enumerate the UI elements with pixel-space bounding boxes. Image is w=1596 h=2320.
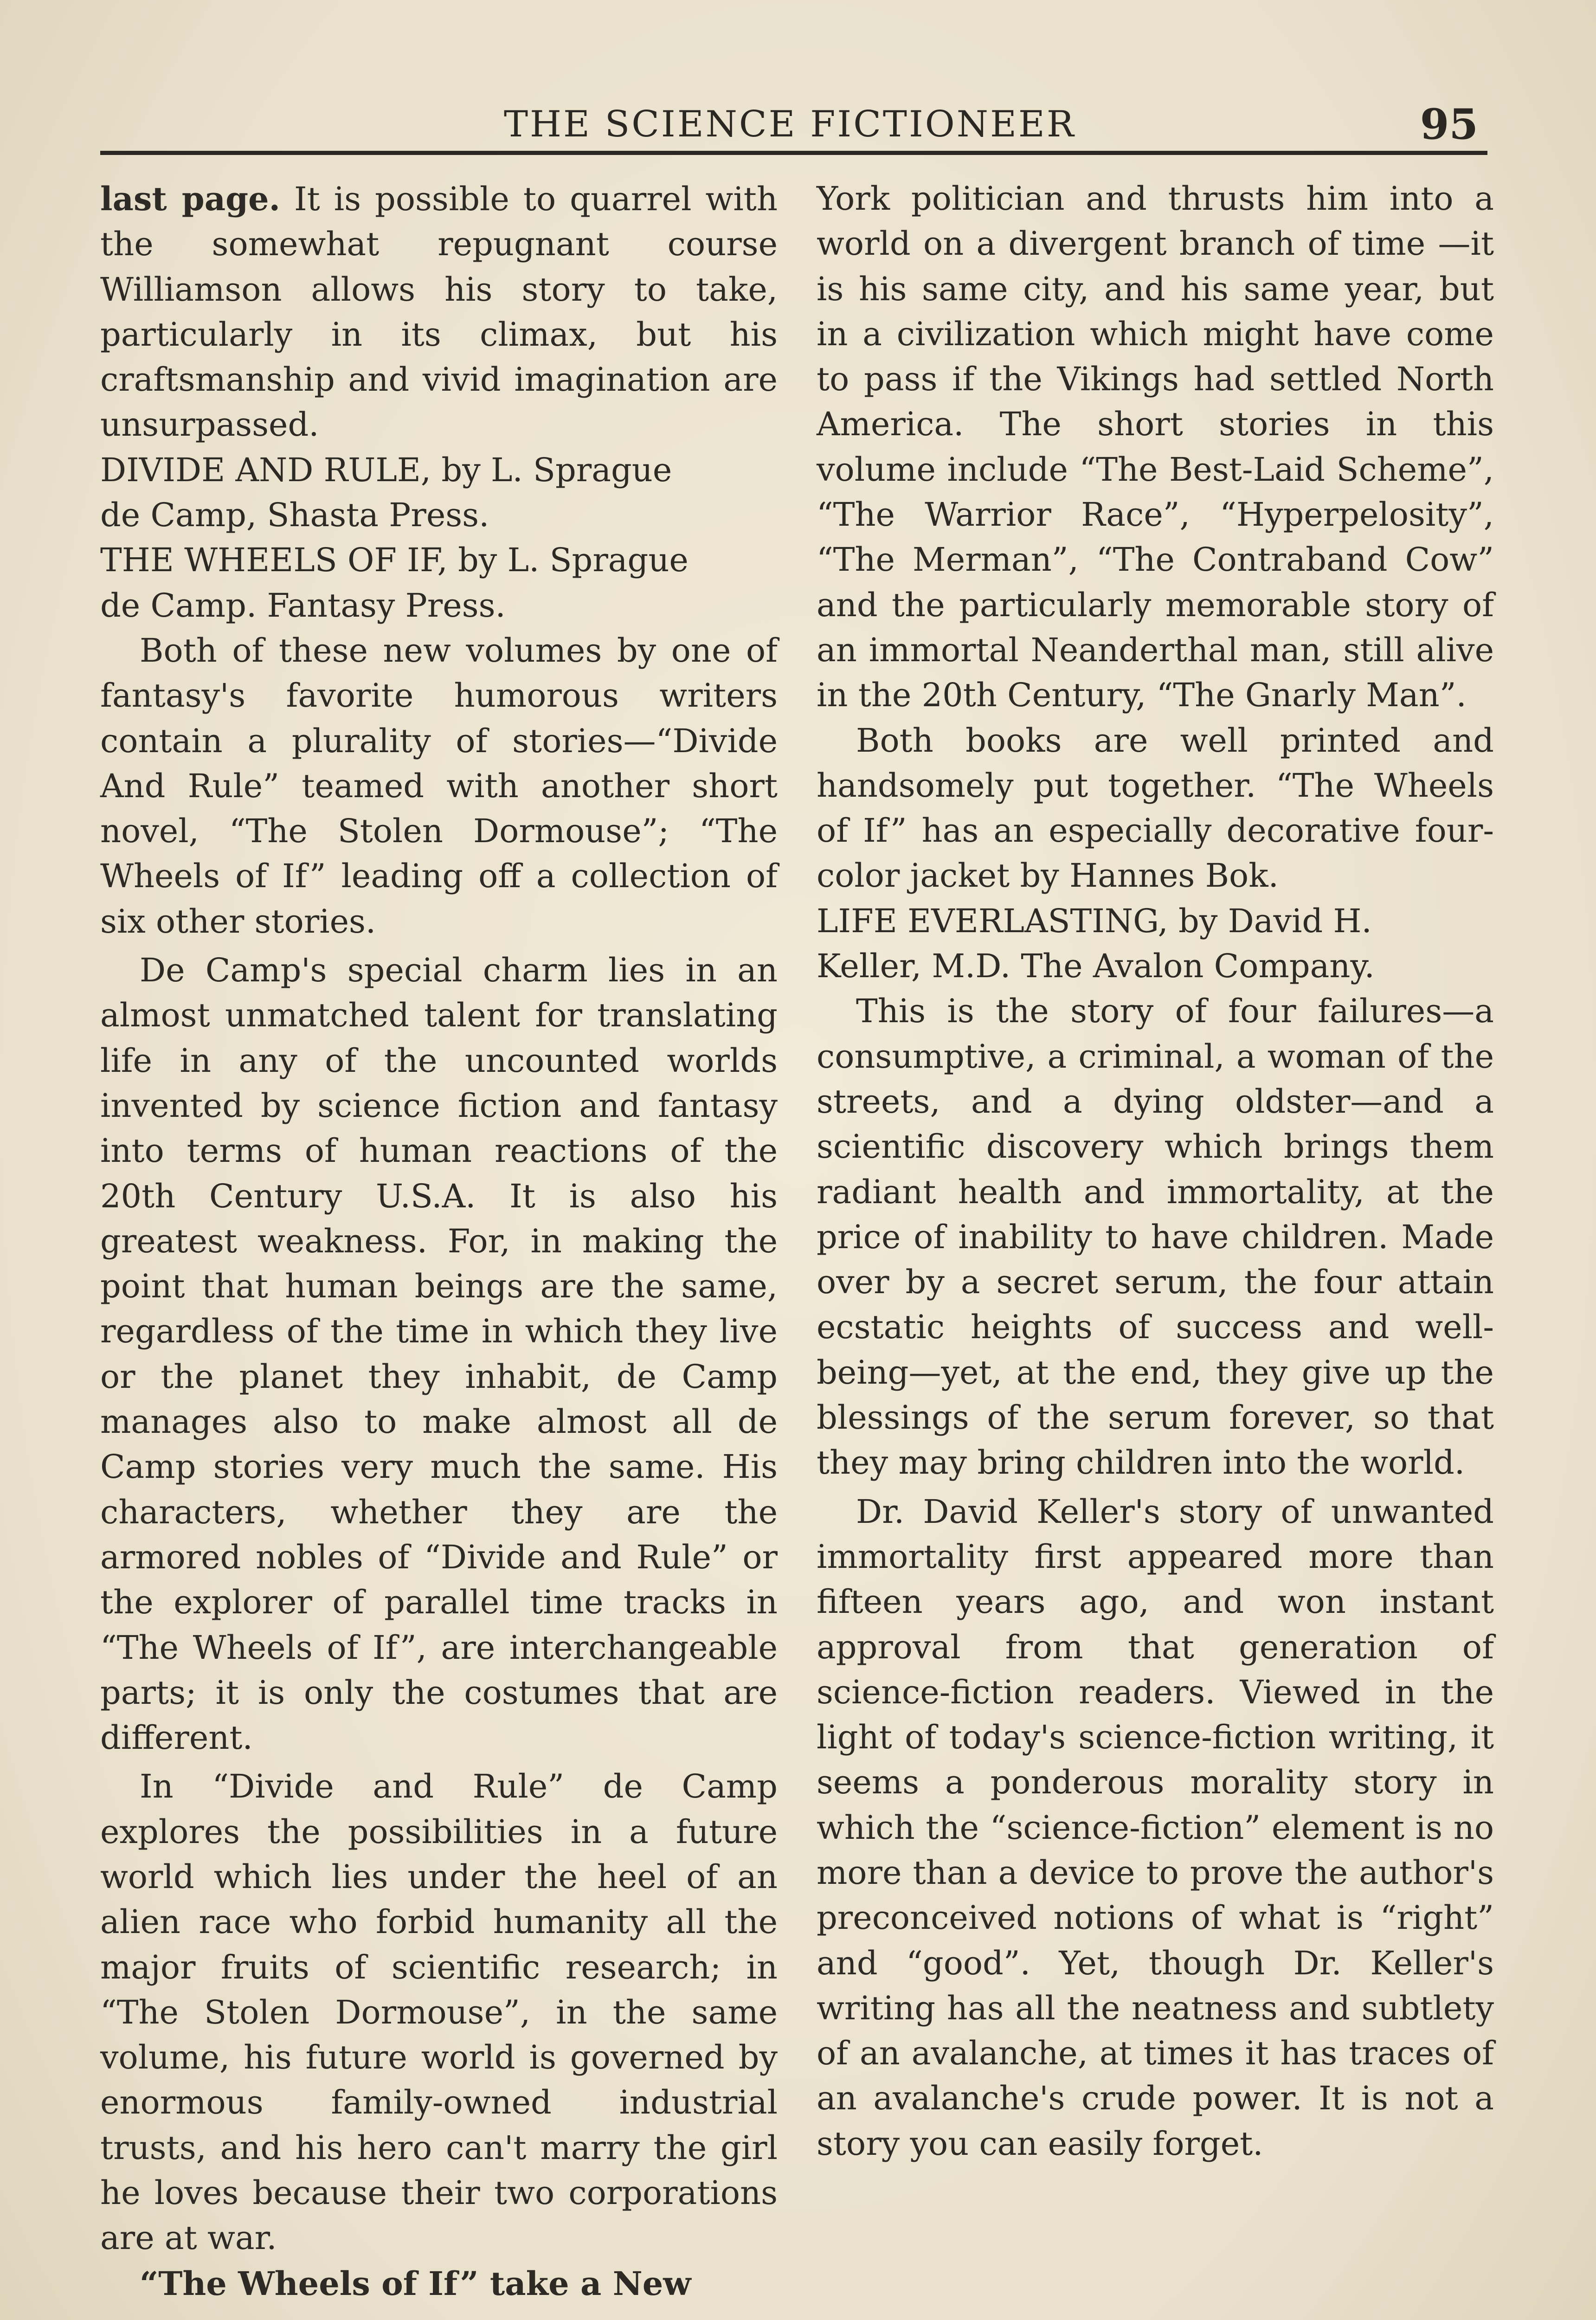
paragraph: This is the story of four failures—a consumptive, a criminal, a woman of the streets, and a dying oldster—and a scientific discovery which brings them radiant health and immortality, at the price of inability to have children. Made over by a secret serum, the four attain ecstatic heights of success and well-being—yet, at the end, they give up the blessings of the serum forever, so that they may bring children into the world. (817, 992, 1494, 1482)
paragraph: Dr. David Keller's story of unwanted immortality first appeared more than fifteen years ago, and won instant approval from that generation of science-fiction readers. Viewed in the light of today's science-fiction writing, it seems a ponderous morality story in which the “science-fiction” element is no more than a device to prove the author's preconceived notions of what is “right” and “good”. Yet, though Dr. Keller's writing has all the neatness and subtlety of an avalanche, at times it has traces of an avalanche's crude power. It is not a story you can easily forget. (817, 1492, 1494, 2163)
review-heading-wheels-of-if-publisher: de Camp. Fantasy Press. (100, 586, 506, 625)
review-heading-divide-and-rule: DIVIDE AND RULE, by L. Sprague (100, 451, 672, 489)
paragraph-continuation (100, 176, 778, 448)
review-heading-divide-and-rule-publisher: de Camp, Shasta Press. (100, 496, 489, 535)
paragraph: “The Wheels of If” take a New (140, 2264, 691, 2303)
review-heading-life-everlasting: LIFE EVERLASTING, by David H. (817, 902, 1372, 940)
right-column (817, 176, 1494, 2166)
review-heading-wheels-of-if: THE WHEELS OF IF, by L. Sprague (100, 541, 689, 580)
paragraph: In “Divide and Rule” de Camp explores the possibilities in a future world which lies under the heel of an alien race who forbid humanity all the major fruits of scientific research; in “The Stolen Dormouse”, in the same volume, his future world is governed by enormous family-owned industrial trusts, and his hero can't marry the girl he loves because their two corporations are at war. (100, 1767, 778, 2257)
page-header (100, 95, 1487, 155)
running-title: THE SCIENCE FICTIONEER (504, 103, 1076, 145)
paragraph: York politician and thrusts him into a world on a divergent branch of time —it is his same city, and his same year, but in a civilization which might have come to pass if the Vikings had settled North America. The short stories in this volume include “The Best-Laid Scheme”, “The Warrior Race”, “Hyperpelosity”, “The Merman”, “The Contraband Cow” and the particularly memorable story of an immortal Neanderthal man, still alive in the 20th Century, “The Gnarly Man”. (817, 180, 1494, 715)
paragraph: Both books are well printed and handsomely put together. “The Wheels of If” has an especially decorative four-color jacket by Hannes Bok. (817, 721, 1494, 895)
page-number: 95 (1420, 100, 1478, 149)
paragraph-text: It is possible to quarrel with the somewhat repugnant course Williamson allows his story to take, particularly in its climax, but his craftsmanship and vivid imagination are unsurpassed. (100, 180, 778, 444)
left-column (100, 176, 778, 2306)
lead-in-text: last page. (100, 180, 280, 218)
paragraph: Both of these new volumes by one of fantasy's favorite humorous writers contain a plurality of stories—“Divide And Rule” teamed with another short novel, “The Stolen Dormouse”; “The Wheels of If” leading off a collection of six other stories. (100, 631, 778, 941)
paragraph: De Camp's special charm lies in an almost unmatched talent for translating life in any of the uncounted worlds invented by science fiction and fantasy into terms of human reactions of the 20th Century U.S.A. It is also his greatest weakness. For, in making the point that human beings are the same, regardless of the time in which they live or the planet they inhabit, de Camp manages also to make almost all de Camp stories very much the same. His characters, whether they are the armored nobles of “Divide and Rule” or the explorer of parallel time tracks in “The Wheels of If”, are interchangeable parts; it is only the costumes that are different. (100, 951, 778, 1757)
review-heading-life-everlasting-publisher: Keller, M.D. The Avalon Company. (817, 947, 1375, 986)
